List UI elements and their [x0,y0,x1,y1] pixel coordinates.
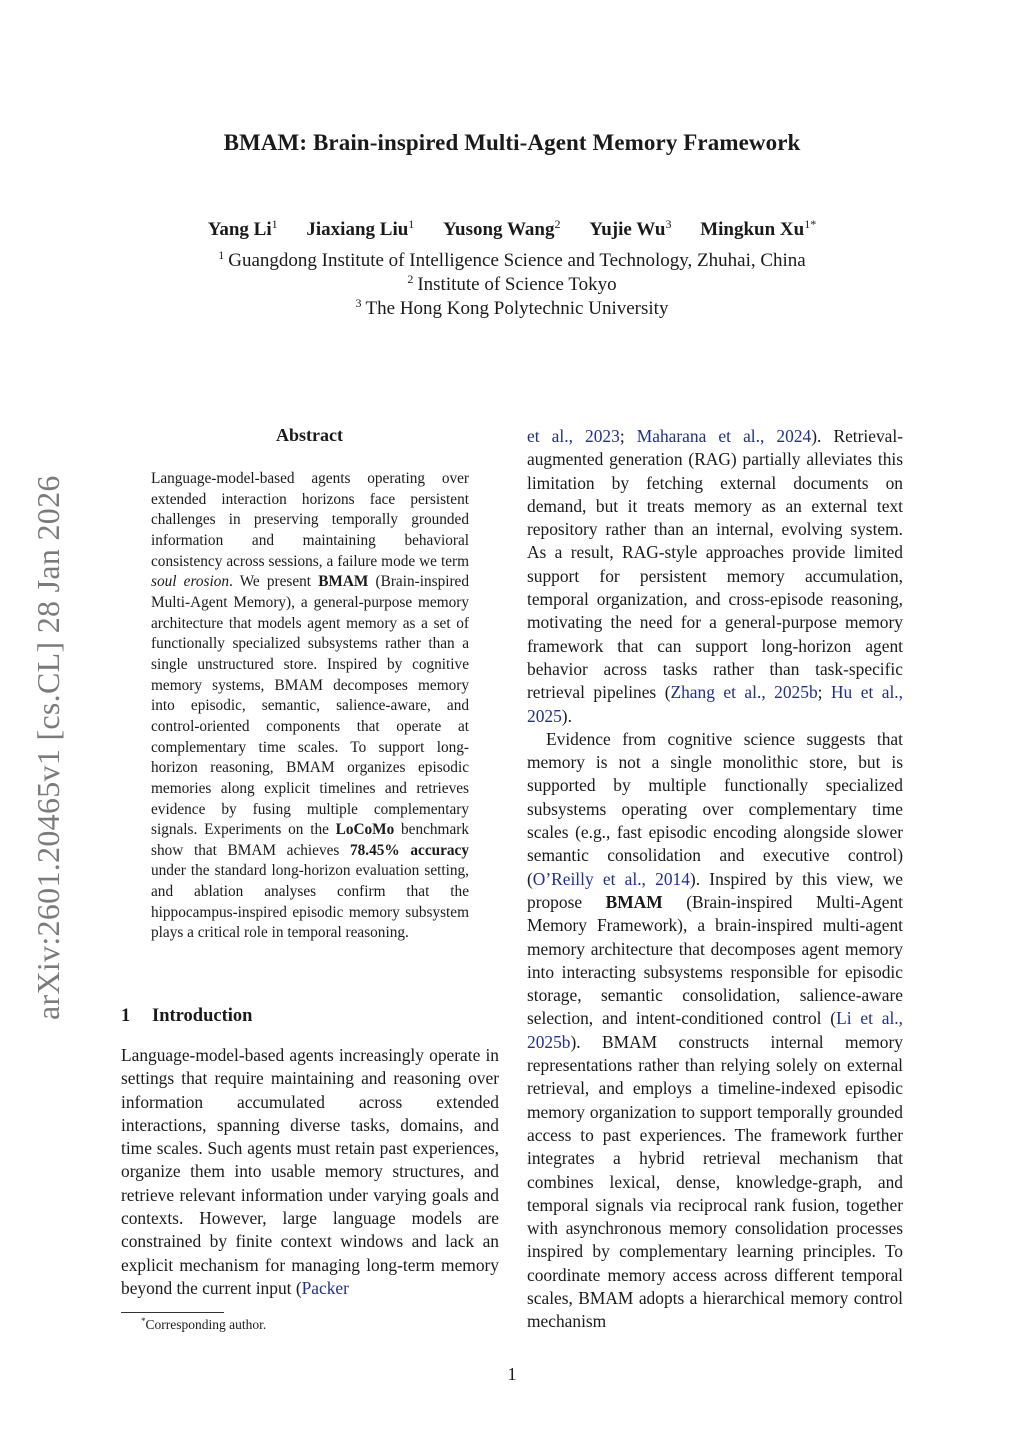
citation-link[interactable]: Packer [301,1277,349,1298]
section-heading-introduction: 1 Introduction [121,1006,253,1026]
citation-link[interactable]: Li et al., 2025b [527,1008,903,1052]
affiliation: $^1$ Guangdong Institute of Intelligence Science and Technology, Zhuhai, China [218,248,806,271]
affiliation: $^2$ Institute of Science Tokyo [407,272,617,295]
abstract-body: Language-model-based agents operating over extended interaction horizons face persistent challenges in preserving temporally grounded information and maintaining behavioral consistency across sessions, a failure mode we term soul erosion. We present BMAM (Brain-inspired Multi-Agent Memory), a general-purpose memory architecture that models agent memory as a set of functionally specialized subsystems rather than a single unstructured store. Inspired by cognitive memory systems, BMAM decomposes memory into episodic, semantic, salience-aware, and control-oriented components that operate at complementary time scales. To support long-horizon reasoning, BMAM organizes episodic memories along explicit timelines and retrieves evidence by fusing multiple complementary signals. Experiments on the LoCoMo benchmark show that BMAM achieves 78.45% accuracy under the standard long-horizon evaluation setting, and ablation analyses confirm that the hippocampus-inspired episodic memory subsystem plays a critical role in temporal reasoning. [151,470,469,942]
arxiv-identifier: arXiv:2601.20465v1 [cs.CL] 28 Jan 2026 [30,475,66,1020]
abstract-heading: Abstract [276,425,343,445]
citation-link[interactable]: Maharana et al., 2024 [636,426,812,446]
paper-title: BMAM: Brain-inspired Multi-Agent Memory Framework [223,130,801,155]
citation-link[interactable]: et al., 2023 [527,426,620,446]
author: Yujie Wu$^3$ [589,217,672,240]
citation-link[interactable]: O’Reilly et al., 2014 [532,868,690,889]
introduction-right-column [527,425,903,1334]
author-list [0,217,1024,241]
author: Yang Li$^1$ [207,217,278,240]
author: Mingkun $Xu^{1*}$ [700,217,817,240]
citation-link[interactable]: Zhang et al., 2025b [670,682,818,703]
citation-link[interactable]: Hu et al., 2025 [527,682,904,726]
paragraph: et al., 2023; Maharana et al., 2024). Retrieval-augmented generation (RAG) partially alleviates this limitation by fetching external documents on demand, but it treats memory as an external text repository rather than an internal, evolving system. As a result, RAG-style approaches provide limited support for persistent memory accumulation, temporal organization, and cross-episode reasoning, motivating the need for a general-purpose memory framework that can support long-horizon agent behavior across tasks rather than task-specific retrieval pipelines (Zhang et al., 2025b; Hu et al., 2025). [527,426,904,726]
footnote-divider [121,1312,224,1313]
paragraph: Evidence from cognitive science suggests that memory is not a single monolithic store, but is supported by multiple functionally specialized subsystems operating over complementary time scales (e.g., fast episodic encoding alongside slower semantic consolidation and executive control) (O’Reilly et al., 2014). Inspired by this view, we propose BMAM (Brain-inspired Multi-Agent Memory Framework), a brain-inspired multi-agent memory architecture that decomposes agent memory into interacting subsystems responsible for episodic storage, semantic consolidation, salience-aware selection, and intent-conditioned control (Li et al., 2025b). BMAM constructs internal memory representations rather than relying solely on external retrieval, and employs a timeline-indexed episodic memory organization to support temporally grounded access to past experiences. The framework further integrates a hybrid retrieval mechanism that combines lexical, dense, knowledge-graph, and temporal signals via reciprocal rank fusion, together with asynchronous memory consolidation processes inspired by complementary learning principles. To coordinate memory access across different temporal scales, BMAM adopts a hierarchical memory control mechanism [527,728,903,1332]
footnote: *Corresponding author. [141,1316,267,1332]
author: Yusong Wang$^2$ [443,217,561,240]
page-number: 1 [507,1364,517,1384]
introduction-left-column: Language-model-based agents increasingly operate in settings that require maintaining and reasoning over information accumulated across extended interactions, spanning diverse tasks, domains, and time scales. Such agents must retain past experiences, organize them into usable memory structures, and retrieve relevant information under varying goals and contexts. However, large language models are constrained by finite context windows and lack an explicit mechanism for managing long-term memory beyond the current input (Packer [121,1045,499,1298]
author: Jiaxiang Liu$^1$ [306,217,415,240]
affiliation: $^3$ The Hong Kong Polytechnic University [355,296,669,319]
